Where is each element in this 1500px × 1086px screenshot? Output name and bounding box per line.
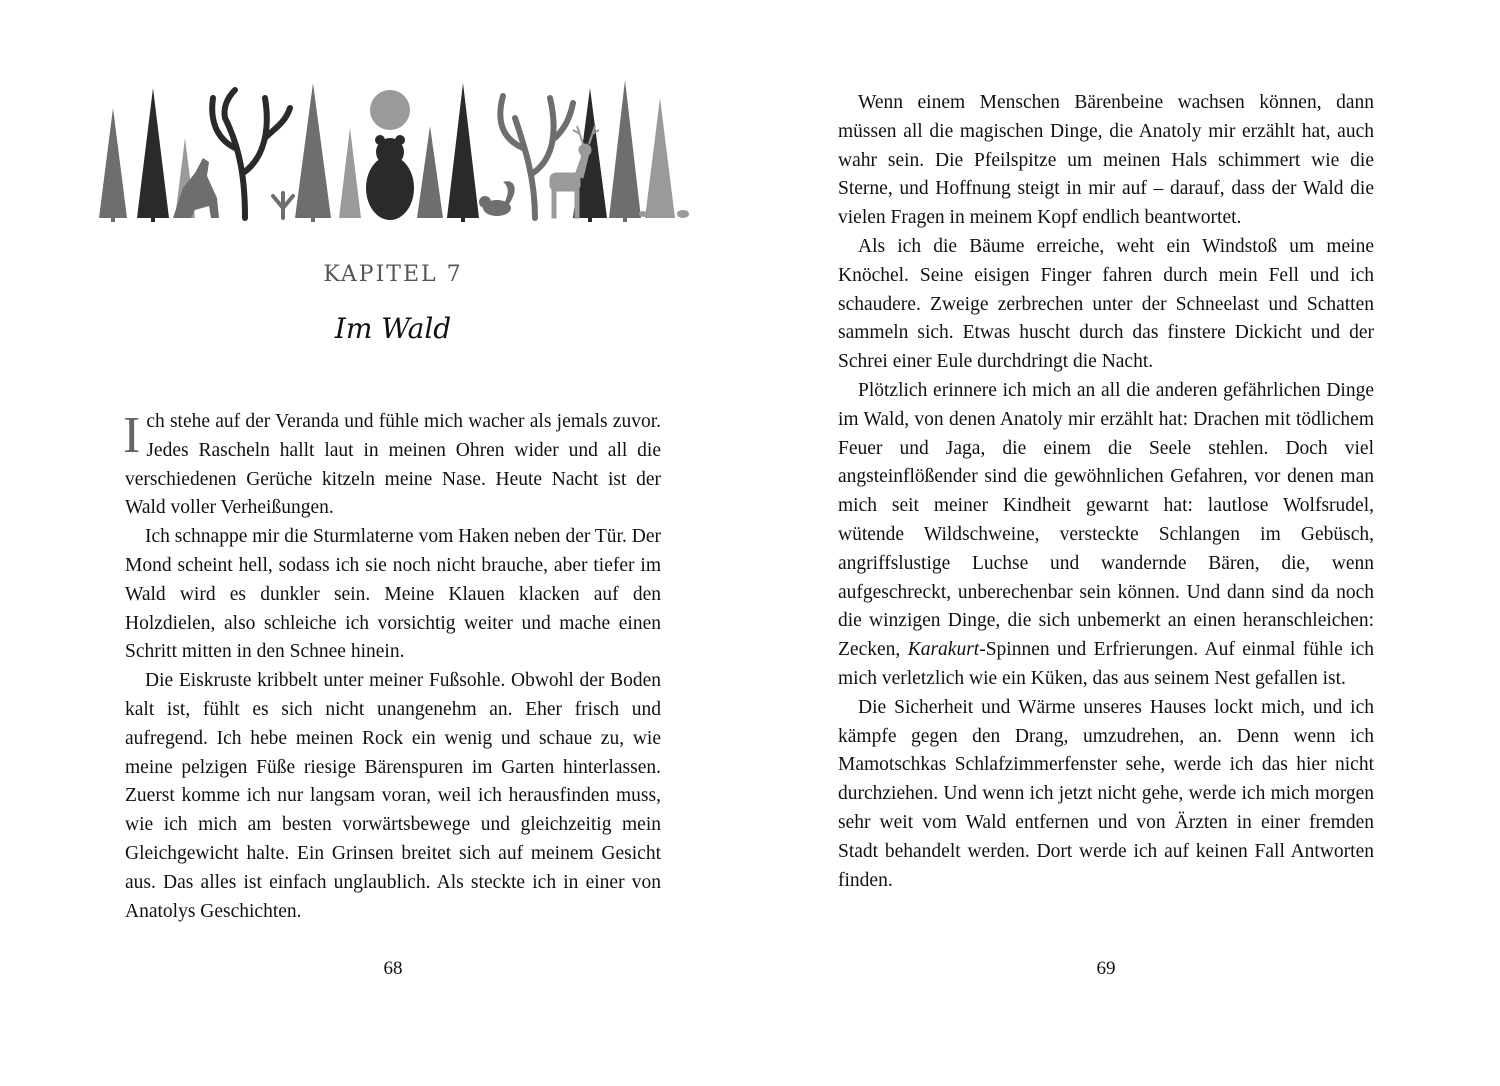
paragraph: Als ich die Bäume erreiche, weht ein Windstoß um meine Knöchel. Seine eisigen Finger fahren durch mein Fell und ich schaudere. Zweige zerbrechen unter der Schneelast und Schatten sammeln sich. Etwas huscht durch das finstere Dickicht und der Schrei einer Eule durchdringt die Nacht. [838, 235, 1374, 373]
paragraph: Die Sicherheit und Wärme unseres Hauses lockt mich, und ich kämpfe gegen den Drang, umzudrehen, an. Denn wenn ich Mamotschkas Schlafzimmerfenster sehe, werde ich das hier nicht durchziehen. Und wenn ich jetzt nicht gehe, werde ich mich morgen sehr weit vom Wald entfernen und von Ärzten in einer fremden Stadt behandelt werden. Dort werde ich auf keinen Fall Antworten finden. [838, 696, 1374, 891]
rock-icon [639, 211, 647, 217]
right-page-text [838, 89, 1374, 895]
pine-tree-icon [339, 128, 361, 218]
squirrel-icon [479, 181, 515, 216]
pine-tree-icon [137, 88, 169, 222]
paragraph: Die Eiskruste kribbelt unter meiner Fußsohle. Obwohl der Boden kalt ist, fühlt es sich nicht unangenehm an. Eher frisch und aufregend. Ich hebe meinen Rock ein wenig und schaue zu, wie meine pelzigen Füße riesige Bärenspuren im Garten hinterlassen. Zuerst komme ich nur langsam voran, weil ich herausfinden muss, wie ich mich am besten vorwärtsbewege und gleichzeitig mein Gleichgewicht halte. Ein Grinsen breitet sich auf meinem Gesicht aus. Das alles ist einfach unglaublich. Als steckte ich in einer von Anatolys Geschichten. [125, 670, 661, 922]
pine-tree-icon [295, 83, 331, 222]
right-page [750, 0, 1500, 1086]
paragraph: Wenn einem Menschen Bärenbeine wachsen können, dann müssen all die magischen Dinge, die Anatoly mir erzählt hat, auch wahr sein. Die Pfeilspitze um meinen Hals schimmert wie die Sterne, und Hoffnung steigt in mir auf – darauf, dass der Wald die vielen Fragen in meinem Kopf endlich beantwortet. [838, 92, 1374, 229]
paragraph: Ich schnappe mir die Sturmlaterne vom Haken neben der Tür. Der Mond scheint hell, sodass ich sie noch nicht brauche, aber tiefer im Wald wird es dunkler sein. Meine Klauen klacken auf den Holzdielen, also schleiche ich vorsichtig weiter und mache einen Schritt mitten in den Schnee hinein. [125, 526, 661, 663]
pine-tree-icon [417, 126, 443, 218]
sprout-icon [273, 193, 293, 218]
paragraph: Ich stehe auf der Veranda und fühle mich wacher als jemals zuvor. Jedes Rascheln hallt laut in meinen Ohren wider und all die verschiedenen Gerüche kitzeln meine Nase. Heute Nacht ist der Wald voller Verheißungen. [123, 407, 661, 519]
pine-tree-icon [609, 80, 641, 222]
pine-tree-icon [447, 83, 479, 222]
dropcap: I [123, 407, 141, 464]
bare-tree-icon [212, 90, 290, 218]
rock-icon [677, 210, 689, 218]
moon-icon [370, 90, 410, 130]
pine-tree-icon [645, 98, 675, 218]
italic-term: Karakurt [907, 639, 980, 661]
forest-illustration [95, 78, 695, 228]
chapter-label: KAPITEL 7 [323, 262, 463, 287]
page-number: 68 [383, 958, 403, 979]
chapter-title: Im Wald [334, 312, 452, 345]
page-number: 69 [1096, 958, 1116, 979]
paragraph: Plötzlich erinnere ich mich an all die anderen gefährlichen Dinge im Wald, von denen Anatoly mir erzählt hat: Drachen mit tödlichem Feuer und Jaga, die einem die Seele stehlen. Doch viel angsteinflößender sind die gewöhnlichen Gefahren, vor denen man mich seit meiner Kindheit gewarnt hat: lautlose Wolfsrudel, wütende Wildschweine, versteckte Schlangen im Gebüsch, angriffslustige Luchse und wandernde Bären, die, wenn aufgeschreckt, unberechenbar sein können. Und dann sind da noch die winzigen Dinge, die sich unbemerkt an einen heranschleichen: Zecken, Karakurt-Spinnen und Erfrierungen. Auf einmal fühle ich mich verletzlich wie ein Küken, das aus seinem Nest gefallen ist. [838, 379, 1375, 689]
left-page-text [125, 408, 661, 926]
bear-icon [366, 135, 414, 220]
pine-tree-icon [99, 108, 127, 222]
